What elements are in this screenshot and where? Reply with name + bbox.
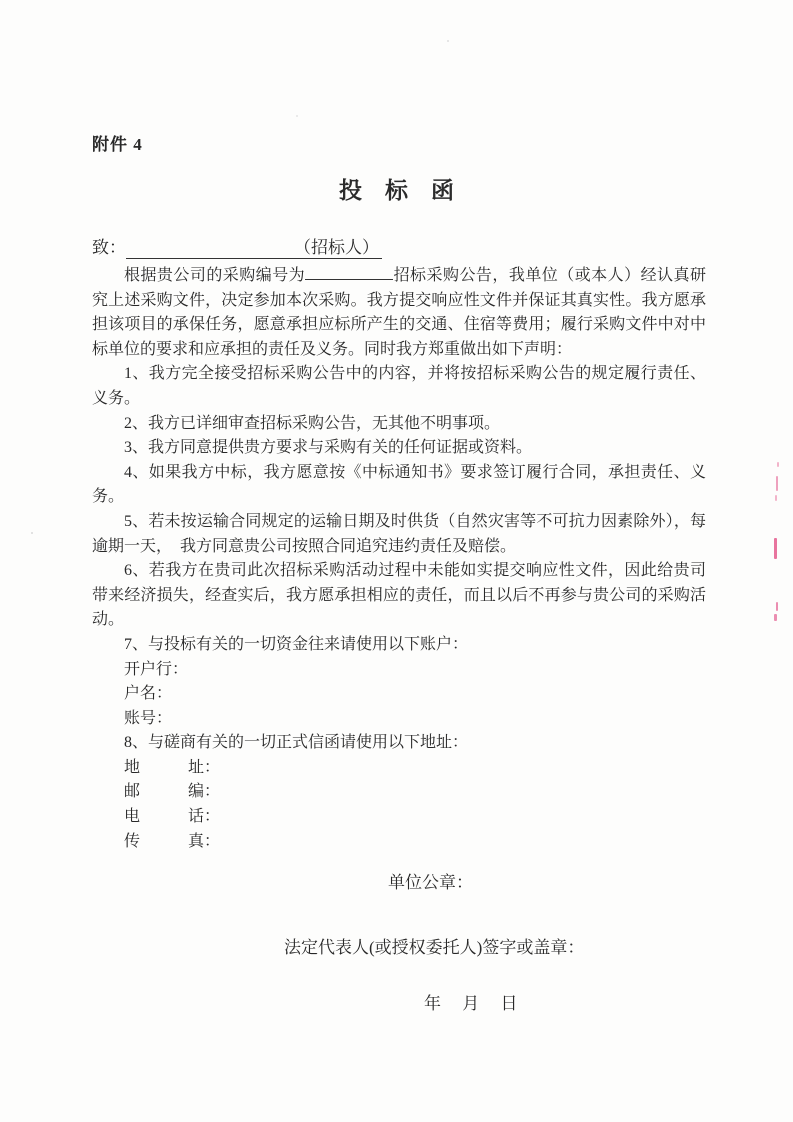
clause-5: 5、若未按运输合同规定的运输日期及时供货（自然灾害等不可抗力因素除外），每逾期一天， 我方同意贵公司按照合同追究违约责任及赔偿。	[92, 512, 706, 555]
document-body	[92, 264, 706, 854]
scan-artifact-speck	[777, 462, 779, 467]
clause-6: 6、若我方在贵司此次招标采购活动过程中未能如实提交响应性文件，因此给贵司带来经济损失，经查实后，我方愿承担相应的责任，而且以后不再参与贵公司的采购活动。	[92, 562, 706, 629]
legal-representative-signature-label: 法定代表人(或授权委托人)签字或盖章：	[284, 938, 585, 957]
tenderer-hint: （招标人）	[294, 238, 379, 257]
scan-artifact-speck	[775, 495, 777, 501]
scan-artifact-speck	[776, 602, 778, 611]
clause-1: 1、我方完全接受招标采购公告中的内容，并将按招标采购公告的规定履行责任、义务。	[92, 365, 706, 407]
salutation-line	[92, 236, 382, 259]
account-holder-line: 户名：	[124, 685, 173, 703]
scan-artifact-speck	[776, 476, 778, 491]
address-line: 地 址：	[124, 758, 221, 776]
clause-8: 8、与磋商有关的一切正式信函请使用以下地址：	[124, 734, 469, 752]
clause-4: 4、如果我方中标，我方愿意按《中标通知书》要求签订履行合同，承担责任、义务。	[92, 463, 706, 506]
clause-2: 2、我方已详细审查招标采购公告，无其他不明事项。	[124, 414, 501, 432]
scan-dust-speck	[31, 532, 33, 534]
account-number-line: 账号：	[124, 709, 173, 727]
clause-3: 3、我方同意提供贵方要求与采购有关的任何证据或资料。	[124, 439, 533, 457]
scan-dust-speck	[447, 40, 449, 42]
company-seal-label: 单位公章：	[388, 873, 473, 892]
intro-text-after-blank: 招标采购公告，我单位（或本人）经认真研究上述采购文件，决定参加本次采购。我方提交响应性文件并保证其真实性。我方愿承担该项目的承保任务，愿意承担应标所产生的交通、住宿等费用；履行采购文件中对中标单位的要求和应承担的责任及义务。同时我方郑重做出如下声明：	[92, 267, 706, 358]
date-label: 年 月 日	[424, 994, 518, 1013]
telephone-line: 电 话：	[124, 808, 221, 826]
attachment-label: 附件 4	[92, 135, 143, 154]
intro-text-before-blank: 根据贵公司的采购编号为	[124, 267, 306, 284]
salutation-prefix: 致：	[92, 238, 126, 257]
bank-name-line: 开户行：	[124, 660, 189, 678]
document-title: 投 标 函	[339, 178, 454, 203]
postcode-line: 邮 编：	[124, 783, 221, 801]
procurement-number-blank	[305, 264, 393, 280]
tenderer-underline-group	[126, 236, 382, 259]
scan-dust-speck	[296, 115, 298, 117]
scan-artifact-speck	[774, 538, 777, 559]
tenderer-name-blank	[126, 236, 294, 253]
fax-line: 传 真：	[124, 832, 221, 850]
intro-paragraph	[92, 264, 706, 362]
clause-7: 7、与投标有关的一切资金往来请使用以下账户：	[124, 635, 469, 653]
scan-artifact-speck	[774, 614, 777, 621]
